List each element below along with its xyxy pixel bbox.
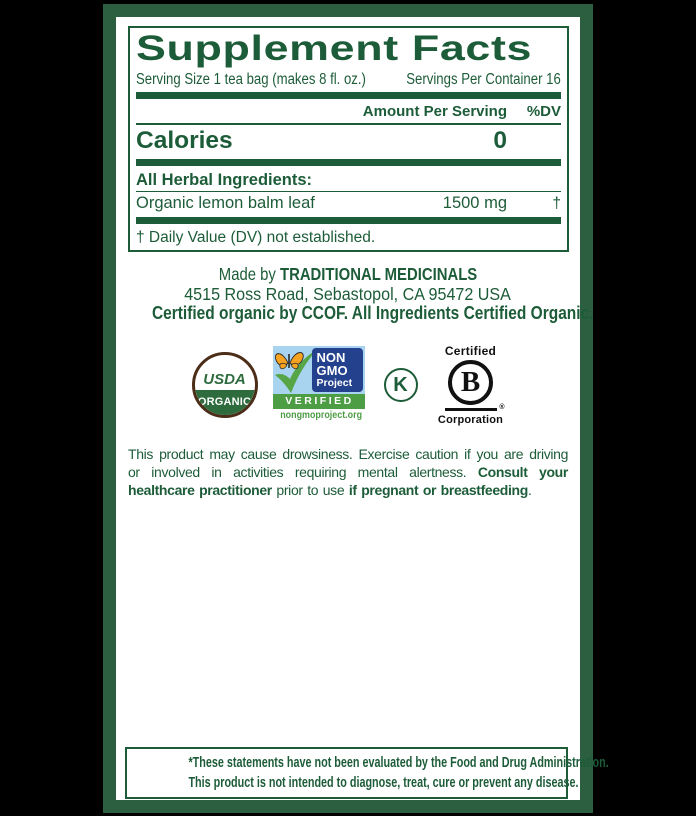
usda-organic-badge <box>192 352 258 418</box>
thick-rule <box>136 217 561 224</box>
fda-disclaimer-line-1: *These statements have not been evaluated by the Food and Drug Administration. <box>188 754 609 771</box>
organic-certification-line: Certified organic by CCOF. All Ingredients Certified Organic. <box>151 303 594 323</box>
supplement-label <box>103 4 609 813</box>
b-corp-badge <box>437 344 505 427</box>
ingredient-amount: 1500 mg <box>442 194 507 212</box>
calories-label: Calories <box>136 126 233 154</box>
kosher-k-icon: K <box>384 368 418 402</box>
non-gmo-project-text: NON GMO Project <box>312 348 363 392</box>
manufacturer-block <box>116 264 594 324</box>
amount-per-serving-row <box>136 101 561 123</box>
facts-title: Supplement Facts <box>136 29 533 68</box>
ingredient-name: Organic lemon balm leaf <box>136 194 315 212</box>
calories-row <box>136 125 561 157</box>
percent-dv-header: %DV <box>526 103 561 120</box>
b-corp-corporation-text: Corporation <box>437 414 504 426</box>
dv-footnote: † Daily Value (DV) not established. <box>136 229 376 246</box>
serving-size-text: Serving Size 1 tea bag (makes 8 fl. oz.) <box>136 71 366 88</box>
manufacturer-address: 4515 Ross Road, Sebastopol, CA 95472 USA <box>184 283 512 304</box>
b-corp-certified-text: Certified <box>444 343 497 358</box>
registered-mark: ® <box>499 403 505 411</box>
verified-banner: VERIFIED <box>273 394 365 409</box>
calories-value: 0 <box>493 126 507 154</box>
usda-organic-text: ORGANIC <box>195 390 255 415</box>
fda-disclaimer-line-2: This product is not intended to diagnose, treat, cure or prevent any disease. <box>188 773 579 791</box>
non-gmo-verified-badge <box>273 346 365 423</box>
ingredients-header: All Herbal Ingredients: <box>136 170 313 189</box>
amount-per-serving-header: Amount Per Serving <box>362 103 507 120</box>
usda-text: USDA <box>203 370 246 388</box>
fda-disclaimer-box <box>125 747 609 799</box>
servings-per-container-text: Servings Per Container 16 <box>406 71 561 88</box>
warning-text: This product may cause drowsiness. Exercise caution if you are driving or involved in activities requiring mental alertness. Consult your healthcare practitioner prior to use if pregnant or breastfeeding. <box>128 446 568 498</box>
ingredient-row <box>136 192 561 215</box>
thick-rule <box>136 159 561 166</box>
non-gmo-url: nongmoproject.org <box>273 409 365 423</box>
manufacturer-name: TRADITIONAL MEDICINALS <box>279 264 478 284</box>
ingredient-dv: † <box>552 195 561 212</box>
supplement-facts-panel <box>128 26 569 252</box>
b-corp-circle-icon: B <box>448 360 493 405</box>
b-corp-underline <box>445 403 505 412</box>
serving-row <box>136 69 561 90</box>
certification-badges <box>116 344 580 427</box>
made-by-line: Made by TRADITIONAL MEDICINALS <box>218 264 478 284</box>
thick-rule <box>136 92 561 99</box>
